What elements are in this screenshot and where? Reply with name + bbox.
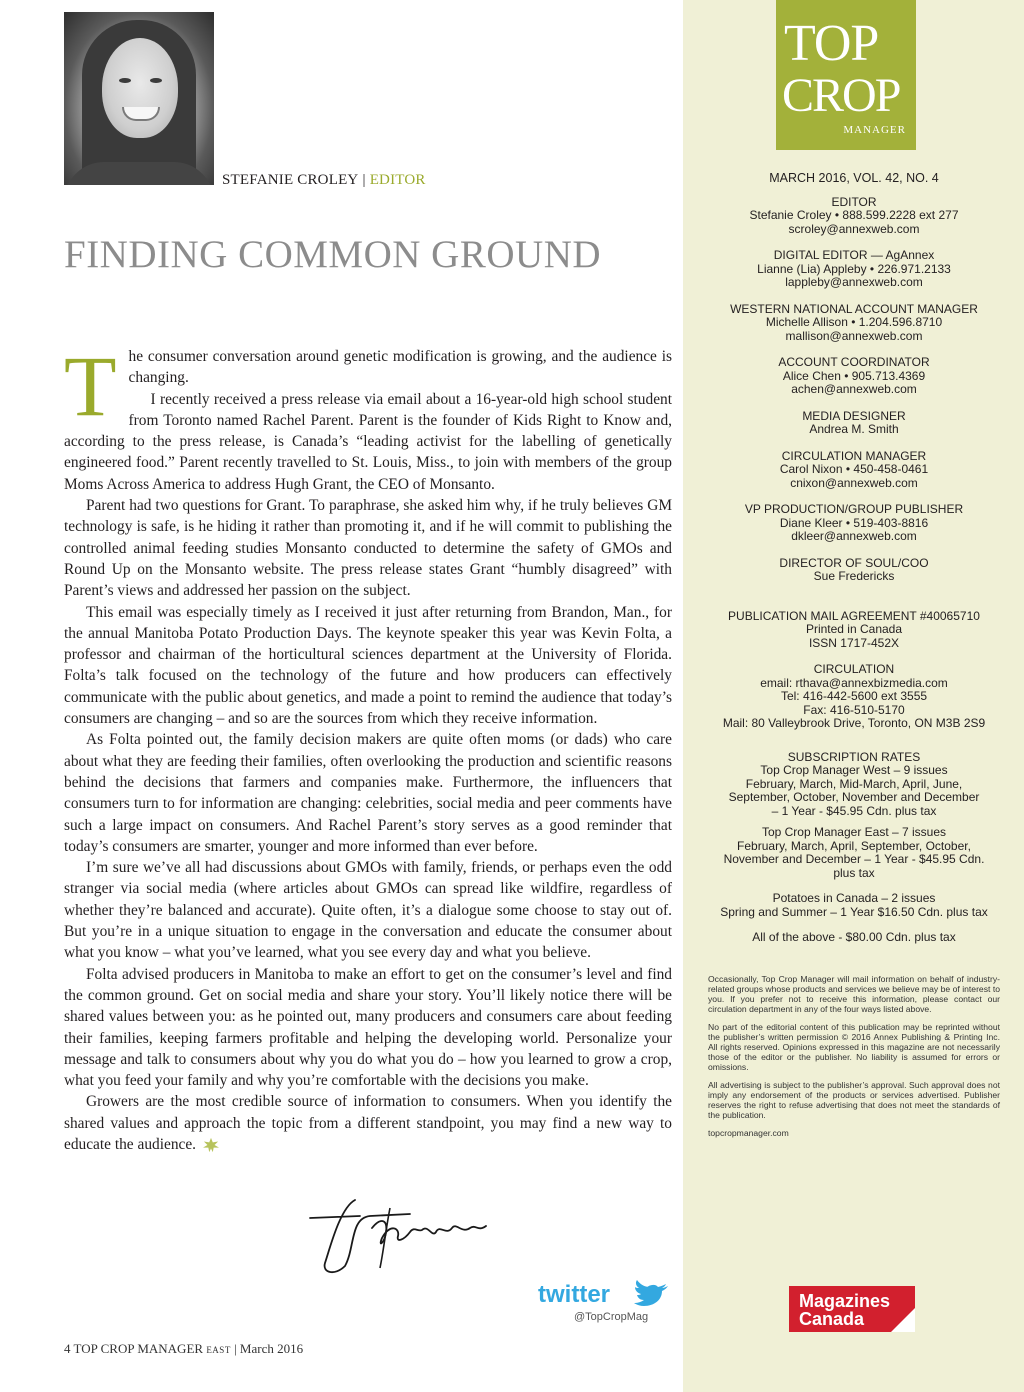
editor-photo xyxy=(64,12,214,185)
author-role: EDITOR xyxy=(369,172,426,188)
logo-line-manager: MANAGER xyxy=(843,124,906,136)
website-link[interactable]: topcropmanager.com xyxy=(708,1128,789,1138)
subscription-east: Top Crop Manager East – 7 issues February, March, April, September, October, November and December – 1 Year - $45.95 Cdn. plus tax xyxy=(723,825,985,880)
fine-print xyxy=(708,974,1000,1146)
byline-separator: | xyxy=(362,172,366,188)
drop-cap: T xyxy=(64,338,117,434)
fine-print-advertising: All advertising is subject to the publisher’s approval. Such approval does not imply any endorsement of the products or services advertised. Publisher reserves the right to refuse advertising that does not meet the standards of the publication. xyxy=(708,1080,1000,1120)
twitter-handle[interactable]: @TopCropMag xyxy=(574,1311,649,1323)
article-headline: FINDING COMMON GROUND xyxy=(64,233,602,276)
publication-info: PUBLICATION MAIL AGREEMENT #40065710 Printed in Canada ISSN 1717-452X xyxy=(728,608,980,650)
article-paragraph: Folta advised producers in Manitoba to make an effort to get on the consumer’s level and find the common ground. Get on social media and share your story. You’ll likely notice there will be shared values between you: as he pointed out, many producers and consumers care about feeding their families, keeping farmers profitable and helping the developing world. Personalize your message and talk to consumers about why you do what you do – how you learned to grow a crop, what you feed your family and why you’re comfortable with the decisions you make. xyxy=(64,965,672,1090)
editor-signature xyxy=(300,1188,500,1278)
article-paragraph: As Folta pointed out, the family decision makers are quite often moms (or dads) who care about what they are feeding their families, often overlooking the production and scientific reasons behind the decisions that farmers and companies make. Furthermore, the influencers that consumers turn to for information are changing: celebrities, social media and peer comments have such a large impact on consumers. And Rachel Parent’s story serves as a good reminder that today’s consumers are smarter, younger and more informed than ever before. xyxy=(64,731,672,855)
article-paragraph: I’m sure we’ve all had discussions about GMOs with family, friends, or perhaps even the odd stranger via social media (where articles about GMOs can spread like wildfire, regardless of whether they’re balanced and accurate). Quite often, it’s a dialogue some choose to stay out of. But you’re in a unique situation to engage in the conversation and educate the consumer about what you know – what you’ve learned, what you see every day and what you believe. xyxy=(64,859,672,962)
staff-account-manager: WESTERN NATIONAL ACCOUNT MANAGER Michelle Allison • 1.204.596.8710 mallison@annexweb.com xyxy=(730,301,978,343)
fine-print-copyright: No part of the editorial content of this publication may be reprinted without the publisher’s written permission © 2016 Annex Publishing & Printing Inc. All rights reserved. Opinions expressed in this magazine are not necessarily those of the editor or the publisher. No liability is assumed for errors or omissions. xyxy=(708,1022,1000,1072)
subscription-rates: SUBSCRIPTION RATES Top Crop Manager West – 9 issues February, March, Mid-March, April, June, September, October, November and December – 1 Year - $45.95 Cdn. plus tax Top Crop Manager East – 7 issues February, March, April, September, October, November and December – 1 Year - $45.95 Cdn. plus tax Potatoes in Canada – 2 issues Spring and Summer – 1 Year $16.50 Cdn. plus tax All of the above - $80.00 Cdn. plus tax xyxy=(703,751,1005,945)
page-number: 4 xyxy=(64,1341,71,1356)
twitter-wordmark: twitter xyxy=(538,1281,610,1308)
article-paragraph: The consumer conversation around genetic modification is growing, and the audience is changing. xyxy=(64,338,672,434)
issue-info: MARCH 2016, VOL. 42, NO. 4 xyxy=(769,171,939,185)
staff-director: DIRECTOR OF SOUL/COO Sue Fredericks xyxy=(779,555,929,583)
article-paragraph: This email was especially timely as I received it just after returning from Brandon, Man., for the annual Manitoba Potato Production Days. The keynote speaker this year was Kevin Folta, a professor and chairman of the horticultural sciences department at the University of Florida. Folta’s talk focused on the technology of the future and how producers can effectively communicate with the public about genetics, and made a point to remind the audience that today’s consumers are changing – and so are the sources from which they receive information. xyxy=(64,603,672,728)
article-paragraph: Parent had two questions for Grant. To paraphrase, she asked him why, if he truly believes GM technology is safe, is he hiding it rather than promoting it, and if he will commit to publishing the controlled animal feeding studies Monsanto conducted to determine the safety of GMOs and Round Up on the Monsanto website. The press release states Grant “humbly disagreed” with Parent’s views and addressed her passion on the subject. xyxy=(64,497,672,600)
leaf-end-icon xyxy=(202,1137,220,1153)
subscription-all: All of the above - $80.00 Cdn. plus tax xyxy=(752,930,956,944)
subscription-potatoes: Potatoes in Canada – 2 issues Spring and Summer – 1 Year $16.50 Cdn. plus tax xyxy=(720,891,988,919)
top-crop-manager-logo xyxy=(776,0,916,150)
staff-digital-editor: DIGITAL EDITOR — AgAnnex Lianne (Lia) Appleby • 226.971.2133 lappleby@annexweb.com xyxy=(757,248,951,289)
byline xyxy=(222,172,426,189)
article-paragraph: Growers are the most credible source of information to consumers. When you identify the shared values and approach the topic from a different standpoint, you may find a new way to educate the audience. xyxy=(64,1093,672,1153)
staff-account-coordinator: ACCOUNT COORDINATOR Alice Chen • 905.713.4369 achen@annexweb.com xyxy=(778,355,930,396)
logo-line-crop: CROP xyxy=(782,69,900,122)
footer-edition: EAST xyxy=(206,1345,231,1355)
circulation-info: CIRCULATION email: rthava@annexbizmedia.com Tel: 416-442-5600 ext 3555 Fax: 416-510-5170 Mail: 80 Valleybrook Drive, Toronto, ON M3B 2S9 xyxy=(722,662,986,730)
staff-circulation-manager: CIRCULATION MANAGER Carol Nixon • 450-458-0461 cnixon@annexweb.com xyxy=(779,448,929,490)
staff-editor: EDITOR Stefanie Croley • 888.599.2228 ext 277 scroley@annexweb.com xyxy=(749,194,959,236)
footer-date: March 2016 xyxy=(239,1341,304,1356)
fine-print-mailing: Occasionally, Top Crop Manager will mail information on behalf of industry-related groups whose products and services we believe may be of interest to you. If you prefer not to receive this information, please contact our circulation department in any of the four ways listed above. xyxy=(708,974,1000,1014)
staff-media-designer: MEDIA DESIGNER Andrea M. Smith xyxy=(802,408,906,436)
author-name: STEFANIE CROLEY xyxy=(222,172,359,188)
twitter-bird-icon xyxy=(634,1280,668,1306)
footer-separator: | xyxy=(234,1341,237,1356)
article-paragraph: I recently received a press release via email about a 16-year-old high school student from Toronto named Rachel Parent. Parent is the founder of Kids Right to Know and, according to the press release, is Canada’s “leading activist for the labelling of genetically engineered food.” Parent recently travelled to St. Louis, Miss., to join with members of the group Moms Across America to address Hugh Grant, the CEO of Monsanto. xyxy=(64,390,672,493)
twitter-logo[interactable] xyxy=(538,1278,673,1308)
subscription-west: Top Crop Manager West – 9 issues February, March, Mid-March, April, June, September, October, November and December – 1 Year - $45.95 Cdn. plus tax xyxy=(728,763,980,818)
masthead-sidebar xyxy=(683,0,1024,1392)
magazines-canada-logo: Magazines Canada xyxy=(789,1286,915,1332)
footer-magazine: TOP CROP MANAGER xyxy=(73,1341,204,1356)
staff-vp-production: VP PRODUCTION/GROUP PUBLISHER Diane Kleer • 519-403-8816 dkleer@annexweb.com xyxy=(744,502,964,543)
logo-line-top: TOP xyxy=(784,15,879,72)
page-footer xyxy=(64,1341,303,1357)
article-body xyxy=(64,338,672,1155)
masthead xyxy=(703,172,1005,958)
